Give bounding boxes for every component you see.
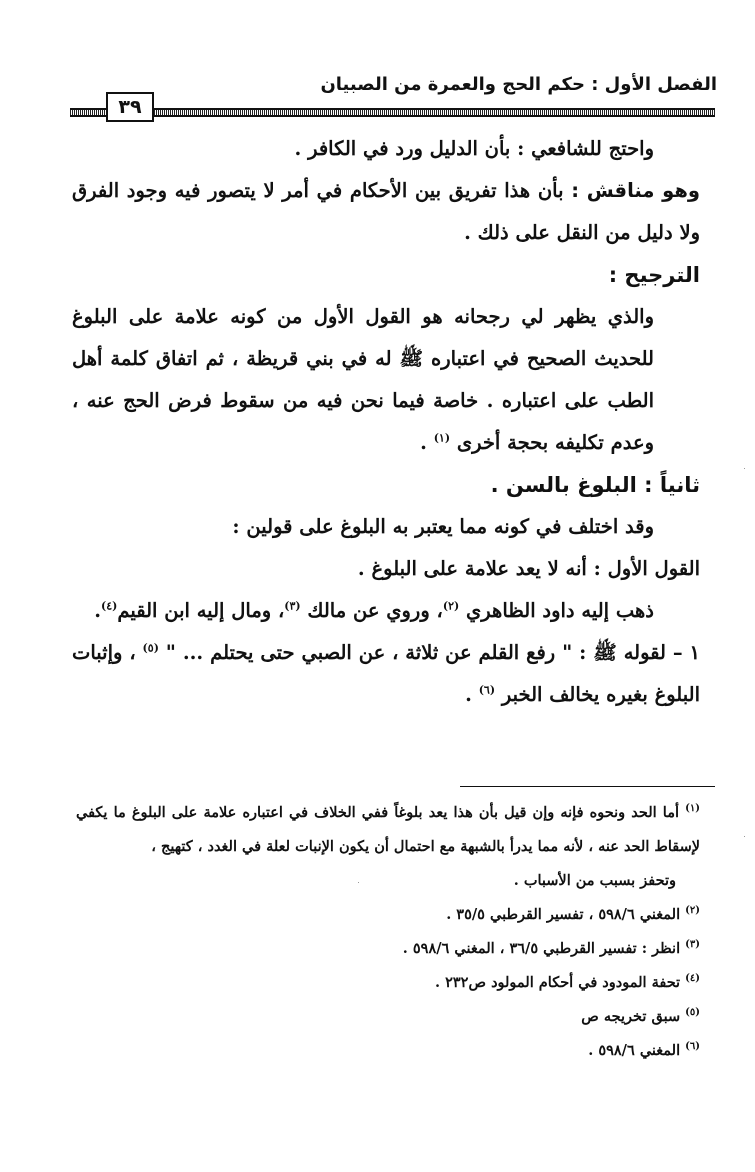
footnote-4 [76,966,700,1000]
scan-speck [358,882,359,883]
footnote-5-number: (٥) [685,1007,700,1019]
footnotes-section [76,796,700,1068]
footnote-2-text: المغني ٥٩٨/٦ ، تفسير القرطبي ٣٥/٥ . [446,906,686,923]
hadith-text-b: ، وإثبات البلوغ بغيره يخالف الخبر [72,641,700,706]
scholars-text-c: ، ومال إليه ابن القيم [117,599,285,622]
paragraph-shafii-argument: واحتج للشافعي : بأن الدليل ورد في الكافر . [294,137,654,160]
paragraph-scholars [72,590,700,632]
rebuttal-label: وهو مناقش : [571,179,700,202]
footnote-ref-1: (١) [433,431,451,445]
footnote-5-text: سبق تخريجه ص [581,1008,686,1025]
footnote-3-number: (٣) [685,939,700,951]
footnote-1 [76,796,700,864]
footnote-3 [76,932,700,966]
footnote-3-text: انظر : تفسير القرطبي ٣٦/٥ ، المغني ٥٩٨/٦ . [402,940,686,957]
footnote-1-text: أما الحد ونحوه فإنه وإن قيل بأن هذا يعد بلوغاً ففي الخلاف في اعتباره علامة على البلوغ ما يكفي لإسقاط الحد عنه ، لأنه مما يدرأ بالشبهة مع احتمال أن يكون الإنبات لعلة في الغدد ، كتهيج ، [76,804,700,855]
footnote-4-text: تحفة المودود في أحكام المولود ص٢٣٢ . [435,974,686,991]
footnote-1-continuation: وتحفز بسبب من الأسباب . [513,872,676,889]
paragraph-preference [72,296,700,464]
footnote-ref-6: (٦) [478,683,496,697]
header-rule [70,108,715,117]
footnote-ref-2: (٢) [442,599,460,613]
scan-speck [744,836,745,837]
scholars-text-d: . [94,599,102,622]
footnote-6-text: المغني ٥٩٨/٦ . [588,1042,686,1059]
footnote-2-number: (٢) [685,905,700,917]
main-body-text [72,128,700,716]
footnote-5 [76,1000,700,1034]
heading-age-puberty: ثانياً : البلوغ بالسن . [490,473,700,497]
hadith-text-c: . [465,683,479,706]
scan-speck [744,468,745,469]
hadith-text-a: ١ – لقوله ﷺ : " رفع القلم عن ثلاثة ، عن الصبي حتى يحتلم ... " [158,641,700,664]
scholars-text-b: ، وروي عن مالك [300,599,443,622]
paragraph-disagreement: وقد اختلف في كونه مما يعتبر به البلوغ على قولين : [232,515,654,538]
footnote-separator [460,786,715,787]
paragraph-hadith-evidence [72,632,700,716]
preference-text: والذي يظهر لي رجحانه هو القول الأول من كونه علامة على البلوغ للحديث الصحيح في اعتباره ﷺ له في بني قريظة ، ثم اتفاق كلمة أهل الطب على اعتباره . خاصة فيما نحن فيه من سقوط فرض الحج عنه ، وعدم تكليفه بحجة أخرى [72,305,654,454]
footnote-1-number: (١) [685,803,700,815]
scholars-text-a: ذهب إليه داود الظاهري [459,599,654,622]
heading-tarjih: الترجيح : [608,263,700,287]
running-header-title: الفصل الأول : حكم الحج والعمرة من الصبيان [320,74,717,95]
page-number: ٣٩ [106,92,154,122]
footnote-6-number: (٦) [685,1041,700,1053]
footnote-2 [76,898,700,932]
footnote-ref-3: (٣) [284,599,301,613]
footnote-6 [76,1034,700,1068]
heading-first-opinion: القول الأول : أنه لا يعد علامة على البلوغ . [357,557,700,580]
preference-end: . [420,431,434,454]
paragraph-rebuttal [72,170,700,254]
footnote-ref-5: (٥) [142,641,159,655]
footnote-4-number: (٤) [685,973,700,985]
footnote-ref-4: (٤) [101,599,118,613]
rebuttal-text: بأن هذا تفريق بين الأحكام في أمر لا يتصور فيه وجود الفرق ولا دليل من النقل على ذلك . [72,179,700,244]
